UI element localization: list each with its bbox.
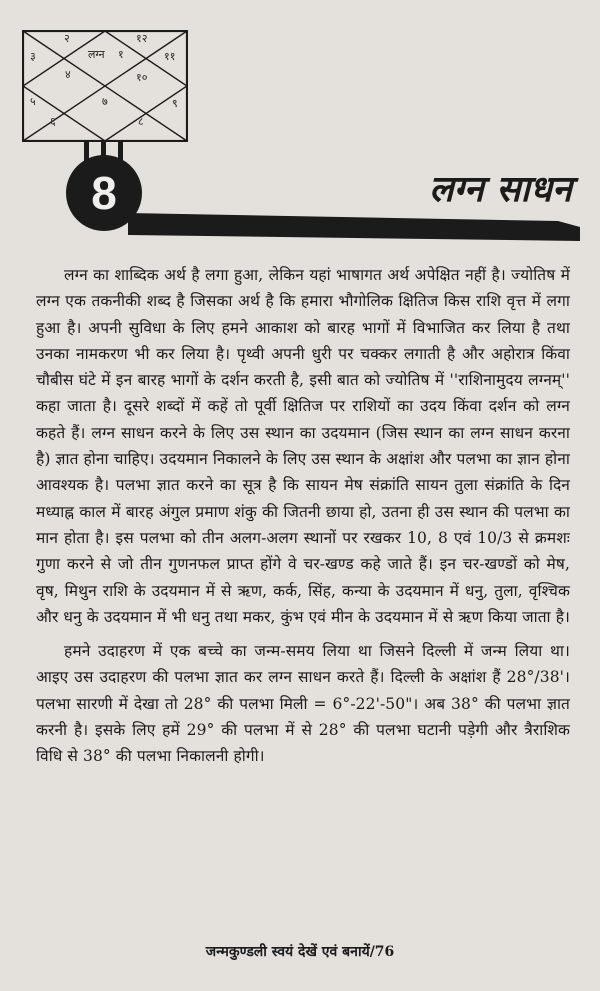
lagna-label: लग्न — [88, 48, 105, 61]
page-footer: जन्मकुण्डली स्वयं देखें एवं बनायें/76 — [205, 944, 395, 960]
house-number-2: २ — [64, 32, 70, 45]
house-number-12: १२ — [136, 32, 148, 45]
kundali-grid — [22, 30, 188, 142]
house-number-10: १० — [136, 71, 148, 84]
house-number-7: ७ — [102, 95, 108, 108]
house-number-4: ४ — [65, 68, 71, 81]
chapter-title: लग्न साधन — [429, 169, 572, 210]
kundali-chart — [22, 30, 188, 142]
house-number-11: ११ — [164, 50, 176, 63]
house-number-1: १ — [118, 48, 124, 61]
house-number-8: ८ — [138, 115, 144, 128]
chapter-number-badge: 8 — [66, 155, 142, 231]
house-number-3: ३ — [30, 50, 36, 63]
house-number-6: ६ — [50, 115, 56, 128]
house-number-9: ९ — [172, 97, 178, 110]
paragraph-2: हमने उदाहरण में एक बच्चे का जन्म-समय लिया था जिसने दिल्ली में जन्म लिया था। आइए उस उदाहरण की पलभा ज्ञात कर लग्न साधन करते हैं। दिल्ली के अक्षांश हैं 28°/38'। पलभा सारणी में देखा तो 28° की पलभा मिली = 6°-22'-50"। अब 38° की पलभा ज्ञात करनी है। इसके लिए हमें 29° की पलभा में से 28° की पलभा घटानी पड़ेगी और त्रैराशिक विधि से 38° की पलभा निकालनी होगी। — [36, 642, 570, 766]
paragraph-1: लग्न का शाब्दिक अर्थ है लगा हुआ, लेकिन यहां भाषागत अर्थ अपेक्षित नहीं है। ज्योतिष में लग्न एक तकनीकी शब्द है जिसका अर्थ है कि हमारा भौगोलिक क्षितिज किस राशि वृत्त में लगा हुआ है। अपनी सुविधा के लिए हमने आकाश को बारह भागों में विभाजित कर लिया है तथा उनका नामकरण भी कर लिया है। पृथ्वी अपनी धुरी पर चक्कर लगाती है और अहोरात्र किंवा चौबीस घंटे में इन बारह भागों के दर्शन करती है, इसी बात को ज्योतिष में ''राशिनामुदय लग्नम्'' कहा जाता है। दूसरे शब्दों में कहें तो पूर्वी क्षितिज पर राशियों का उदय किंवा दर्शन को लग्न कहते हैं। लग्न साधन करने के लिए उस स्थान का उदयमान (जिस स्थान का लग्न साधन करना है) ज्ञात होना चाहिए। उदयमान निकालने के लिए उस स्थान के अक्षांश और पलभा का ज्ञान होना आवश्यक है। पलभा ज्ञात करने का सूत्र है कि सायन मेष संक्रांति सायन तुला संक्रांति के दिन मध्याह्न काल में बारह अंगुल प्रमाण शंकु की जितनी छाया हो, उतना ही उस स्थान की पलभा का मान होता है। इस पलभा को तीन अलग-अलग स्थानों पर रखकर 10, 8 एवं 10/3 से क्रमशः गुणा करने से जो तीन गुणनफल प्राप्त होंगे वे चर-खण्ड कहे जाते हैं। इन चर-खण्डों को मेष, वृष, मिथुन राशि के उदयमान में से ऋण, कर्क, सिंह, कन्या के उदयमान में धनु, तुला, वृश्चिक और धनु के उदयमान में भी धनु तथा मकर, कुंभ एवं मीन के उदयमान में से ऋण किया जाता है। — [36, 266, 571, 626]
body-text — [36, 262, 570, 770]
house-number-5: ५ — [30, 95, 36, 108]
